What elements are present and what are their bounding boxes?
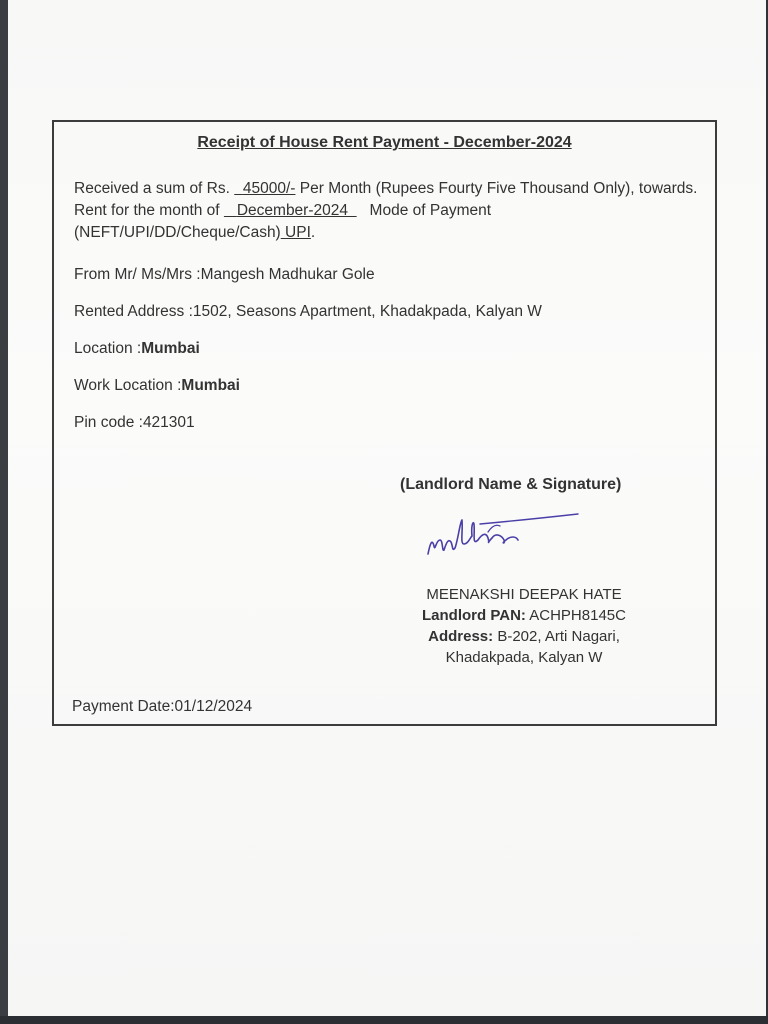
landlord-address-line2: Khadakpada, Kalyan W — [445, 649, 603, 666]
para-prefix: Received a sum of Rs. — [74, 180, 230, 197]
landlord-name: MEENAKSHI DEEPAK HATE — [426, 586, 622, 603]
address-label: Address: — [428, 628, 494, 645]
tenant-row — [74, 266, 375, 284]
mode-label: Mode of Payment (NEFT/UPI/DD/Cheque/Cash) — [74, 202, 492, 241]
landlord-pan-line — [384, 605, 664, 626]
pan-label: Landlord PAN: — [422, 607, 526, 624]
payment-date-label: Payment Date: — [72, 698, 175, 715]
receipt-box — [52, 120, 717, 726]
pan-value: ACHPH8145C — [529, 607, 626, 624]
mode-value: UPI — [285, 224, 311, 241]
signature-heading: (Landlord Name & Signature) — [400, 476, 622, 493]
tenant-name: Mangesh Madhukar Gole — [200, 266, 375, 283]
from-label: From Mr/ Ms/Mrs : — [74, 266, 201, 283]
receipt-body-paragraph — [74, 178, 699, 244]
month-value: December-2024 — [236, 202, 348, 219]
amount-value: 45000/- — [242, 180, 296, 197]
handwritten-signature — [422, 510, 582, 566]
receipt-title: Receipt of House Rent Payment - December-2024 — [197, 134, 572, 151]
work-location-label: Work Location : — [74, 377, 182, 394]
work-location-row — [74, 377, 240, 395]
location-value: Mumbai — [141, 340, 200, 357]
address-line1: B-202, Arti Nagari, — [497, 628, 620, 645]
rented-address: 1502, Seasons Apartment, Khadakpada, Kalyan W — [192, 303, 542, 320]
landlord-address-line1 — [384, 626, 664, 647]
pin-value: 421301 — [142, 414, 195, 431]
payment-date-value: 01/12/2024 — [174, 698, 253, 715]
period: . — [310, 224, 316, 241]
rented-address-label: Rented Address : — [74, 303, 193, 320]
background-edge-bottom — [0, 1016, 768, 1024]
pin-row — [74, 414, 195, 432]
per-month-text: Per Month (Rupees Fourty Five Thousand Only), towards. Rent for the month of — [74, 180, 698, 219]
pin-label: Pin code : — [74, 414, 143, 431]
location-label: Location : — [74, 340, 142, 357]
location-row — [74, 340, 200, 358]
payment-date-row — [72, 698, 252, 716]
landlord-details — [384, 584, 664, 668]
work-location-value: Mumbai — [181, 377, 240, 394]
background-edge — [0, 0, 8, 1024]
rented-address-row — [74, 303, 542, 321]
